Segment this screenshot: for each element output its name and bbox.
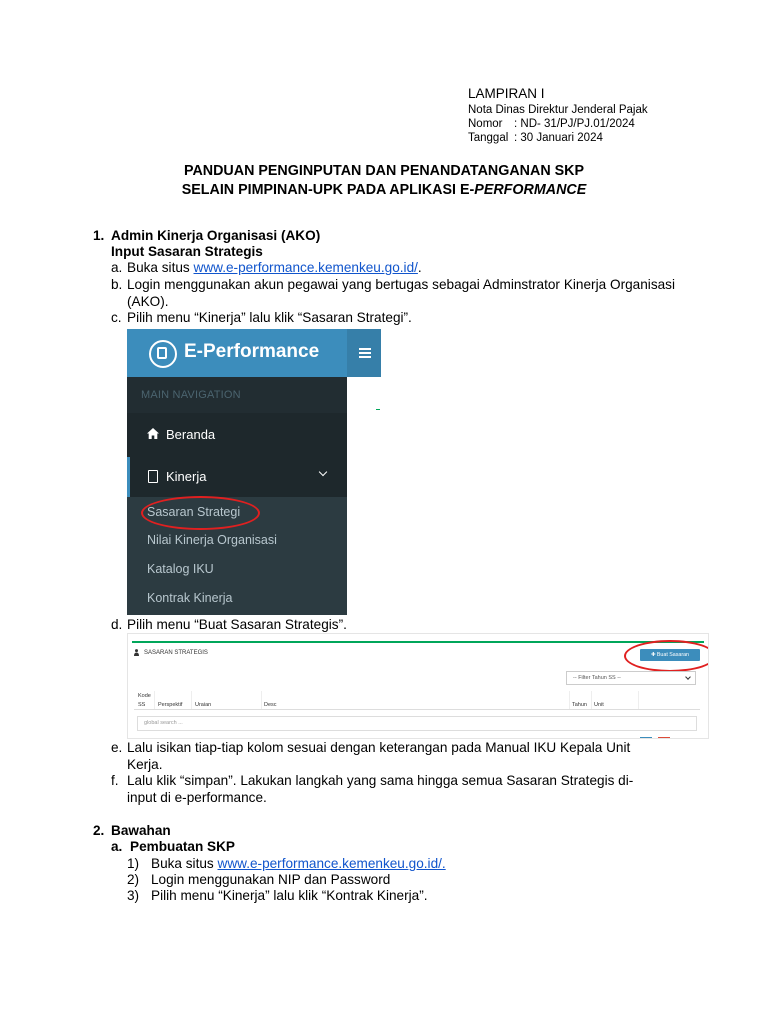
col-divider: [591, 691, 592, 709]
status-marks: [640, 737, 670, 739]
step-f-letter: f.: [111, 773, 119, 788]
section-2-heading: Bawahan: [111, 823, 171, 838]
submenu-sasaran-strategi[interactable]: Sasaran Strategi: [147, 505, 241, 519]
title-line-2-italic: PERFORMANCE: [474, 182, 587, 198]
step-c-text: Pilih menu “Kinerja” lalu klik “Sasaran Strategi”.: [127, 310, 412, 325]
col-divider: [638, 691, 639, 709]
substep-2-text: Login menggunakan NIP dan Password: [151, 872, 391, 887]
step-a-after: .: [417, 260, 422, 275]
step-c-letter: c.: [111, 310, 122, 325]
nota-dinas: Nota Dinas Direktur Jenderal Pajak: [468, 103, 648, 116]
tanggal-label: Tanggal: [468, 131, 509, 144]
section-1-subheading: Input Sasaran Strategis: [111, 244, 263, 259]
submenu-kontrak-kinerja[interactable]: Kontrak Kinerja: [147, 591, 233, 605]
buat-sasaran-button[interactable]: ✚ Buat Sasaran Strategis: [640, 649, 700, 661]
col-desc: Desc: [264, 702, 277, 708]
section-1-heading: Admin Kinerja Organisasi (AKO): [111, 228, 321, 243]
nomor-value: : ND- 31/PJ/PJ.01/2024: [514, 117, 635, 130]
user-icon: [134, 649, 139, 656]
sidebar-item-beranda-label: Beranda: [166, 427, 216, 442]
step-a-text: Buka situs: [127, 260, 194, 275]
col-tahun: Tahun: [572, 702, 587, 708]
submenu-nilai-kinerja[interactable]: Nilai Kinerja Organisasi: [147, 533, 277, 547]
filter-tahun-value: -- Filter Tahun SS --: [573, 675, 621, 681]
section-2a-heading: Pembuatan SKP: [130, 839, 235, 854]
screenshot-sasaran-strategis: [127, 633, 709, 739]
step-e-text: Lalu isikan tiap-tiap kolom sesuai dengan keterangan pada Manual IKU Kepala Unit Kerja.: [127, 740, 631, 772]
col-unit: Unit: [594, 702, 604, 708]
red-highlight-circle-2: [624, 640, 709, 672]
step-b-letter: b.: [111, 277, 123, 292]
col-perspektif: Perspektif: [158, 702, 183, 708]
header-divider: [134, 709, 700, 710]
section-2-number: 2.: [93, 823, 105, 838]
col-divider: [261, 691, 262, 709]
eperformance-link-2[interactable]: www.e-performance.kemenkeu.go.id/.: [217, 856, 446, 871]
col-divider: [569, 691, 570, 709]
substep-1-text: Buka situs: [151, 856, 218, 871]
title-line-2-prefix: SELAIN PIMPINAN-UPK PADA APLIKASI E-: [181, 182, 475, 198]
lampiran-label: LAMPIRAN I: [468, 86, 545, 101]
substep-3-text: Pilih menu “Kinerja” lalu klik “Kontrak Kinerja”.: [151, 888, 428, 903]
tanggal-line: [468, 131, 648, 145]
app-header: [127, 329, 347, 377]
global-search-input[interactable]: global search ...: [137, 716, 697, 731]
col-divider: [191, 691, 192, 709]
panel-title: SASARAN STRATEGIS: [144, 650, 208, 656]
substep-3-number: 3): [127, 888, 140, 903]
app-brand: E-Performance: [184, 341, 320, 362]
step-d-letter: d.: [111, 617, 123, 632]
sidebar-item-beranda[interactable]: [127, 413, 347, 457]
title-line-2: [0, 181, 768, 200]
hamburger-icon[interactable]: [359, 348, 371, 358]
nomor-label: Nomor: [468, 117, 503, 130]
sidebar-item-kinerja-label: Kinerja: [166, 469, 207, 484]
step-a: [127, 260, 422, 277]
main-navigation-label: MAIN NAVIGATION: [141, 389, 241, 401]
section-2a-letter: a.: [111, 839, 123, 854]
step-d-text: Pilih menu “Buat Sasaran Strategis”.: [127, 617, 347, 632]
col-kode-2: SS: [138, 702, 146, 708]
step-e-letter: e.: [111, 740, 123, 755]
sidebar-item-kinerja[interactable]: [127, 457, 347, 497]
step-a-letter: a.: [111, 260, 123, 275]
eperformance-link[interactable]: www.e-performance.kemenkeu.go.id/: [193, 260, 418, 275]
substep-2-number: 2): [127, 872, 140, 887]
screenshot-sidebar: [127, 329, 381, 615]
substep-1-number: 1): [127, 856, 140, 871]
section-1-number: 1.: [93, 228, 105, 243]
step-f-text: Lalu klik “simpan”. Lakukan langkah yang sama hingga semua Sasaran Strategis di-input di e-performance.: [127, 773, 634, 805]
document-title: [0, 162, 768, 200]
col-divider: [154, 691, 155, 709]
panel-accent-bar: [132, 641, 704, 643]
step-b-text: Login menggunakan akun pegawai yang bertugas sebagai Adminstrator Kinerja Organisasi (AKO).: [127, 277, 675, 309]
filter-tahun-select[interactable]: [566, 671, 696, 685]
app-logo-icon: [149, 340, 177, 368]
tanggal-value: : 30 Januari 2024: [514, 131, 603, 144]
substep-1: [151, 856, 446, 873]
content-accent-line: [376, 409, 380, 410]
col-kode-1: Kode: [138, 693, 151, 699]
chevron-down-icon: [685, 674, 691, 680]
home-icon: [147, 428, 159, 439]
nomor-line: [468, 117, 648, 131]
col-uraian: Uraian: [195, 702, 212, 708]
document-icon: [148, 470, 158, 483]
lampiran-header: [468, 86, 648, 145]
red-highlight-circle: [141, 496, 260, 530]
title-line-1: PANDUAN PENGINPUTAN DAN PENANDATANGANAN SKP: [183, 163, 585, 179]
submenu-katalog-iku[interactable]: Katalog IKU: [147, 562, 214, 576]
